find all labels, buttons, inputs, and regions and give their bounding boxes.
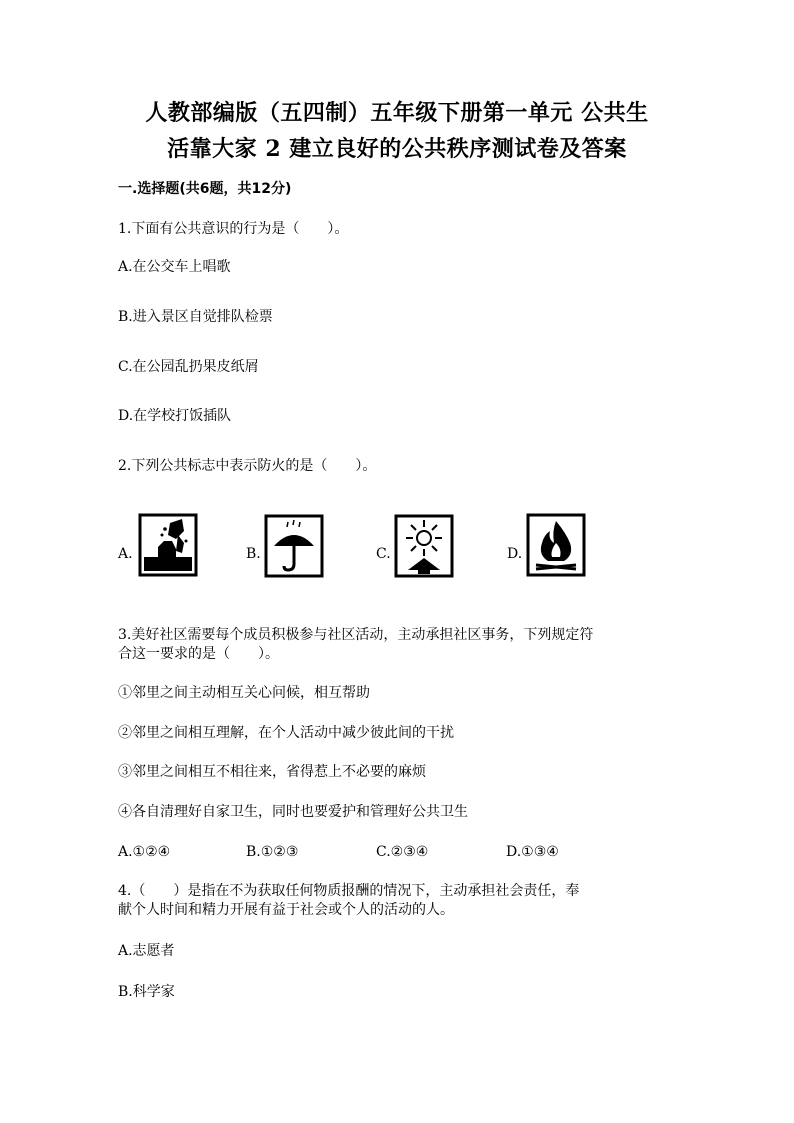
question-4-option-b: B.科学家 bbox=[118, 984, 175, 1000]
question-2-option-d: D. bbox=[507, 546, 523, 562]
question-2-option-c: C. bbox=[376, 546, 391, 562]
question-2-option-a: A. bbox=[118, 546, 133, 562]
document-title-line-2: 活靠大家 2 建立良好的公共秩序测试卷及答案 bbox=[167, 136, 627, 162]
question-1-stem: 1.下面有公共意识的行为是（ ）。 bbox=[118, 221, 349, 237]
question-3-stem-line-1: 3.美好社区需要每个成员积极参与社区活动，主动承担社区事务，下列规定符 bbox=[118, 627, 594, 643]
umbrella-keep-dry-sign-icon bbox=[264, 514, 324, 578]
question-1-option-b: B.进入景区自觉排队检票 bbox=[118, 309, 273, 325]
question-3-item-3: ③邻里之间相互不相往来，省得惹上不必要的麻烦 bbox=[118, 764, 426, 780]
question-3-item-4: ④各自清理好自家卫生，同时也要爱护和管理好公共卫生 bbox=[118, 804, 468, 820]
question-3-option-a: A.①②④ bbox=[118, 844, 171, 860]
question-3-item-1: ①邻里之间主动相互关心问候，相互帮助 bbox=[118, 685, 370, 701]
corrosive-hand-sign-icon bbox=[138, 513, 198, 577]
question-3-option-b: B.①②③ bbox=[246, 844, 299, 860]
fire-flame-sign-icon bbox=[526, 513, 586, 577]
question-1-option-a: A.在公交车上唱歌 bbox=[118, 259, 231, 275]
question-2-stem: 2.下列公共标志中表示防火的是（ ）。 bbox=[118, 458, 377, 474]
question-3-item-2: ②邻里之间相互理解，在个人活动中减少彼此间的干扰 bbox=[118, 725, 454, 741]
question-2-option-b: B. bbox=[246, 546, 261, 562]
question-3-option-d: D.①③④ bbox=[506, 844, 559, 860]
question-4-stem-line-1: 4.（ ）是指在不为获取任何物质报酬的情况下，主动承担社会责任，奉 bbox=[118, 883, 580, 899]
sun-protect-from-heat-sign-icon bbox=[394, 514, 454, 578]
question-3-stem-line-2: 合这一要求的是（ ）。 bbox=[118, 646, 279, 662]
question-1-option-d: D.在学校打饭插队 bbox=[118, 408, 232, 424]
question-1-option-c: C.在公园乱扔果皮纸屑 bbox=[118, 359, 259, 375]
section-heading: 一.选择题(共6题，共12分) bbox=[118, 181, 292, 197]
question-4-stem-line-2: 献个人时间和精力开展有益于社会或个人的活动的人。 bbox=[118, 902, 454, 918]
question-4-option-a: A.志愿者 bbox=[118, 943, 175, 959]
document-title-line-1: 人教部编版（五四制）五年级下册第一单元 公共生 bbox=[145, 100, 649, 126]
question-3-option-c: C.②③④ bbox=[376, 844, 429, 860]
